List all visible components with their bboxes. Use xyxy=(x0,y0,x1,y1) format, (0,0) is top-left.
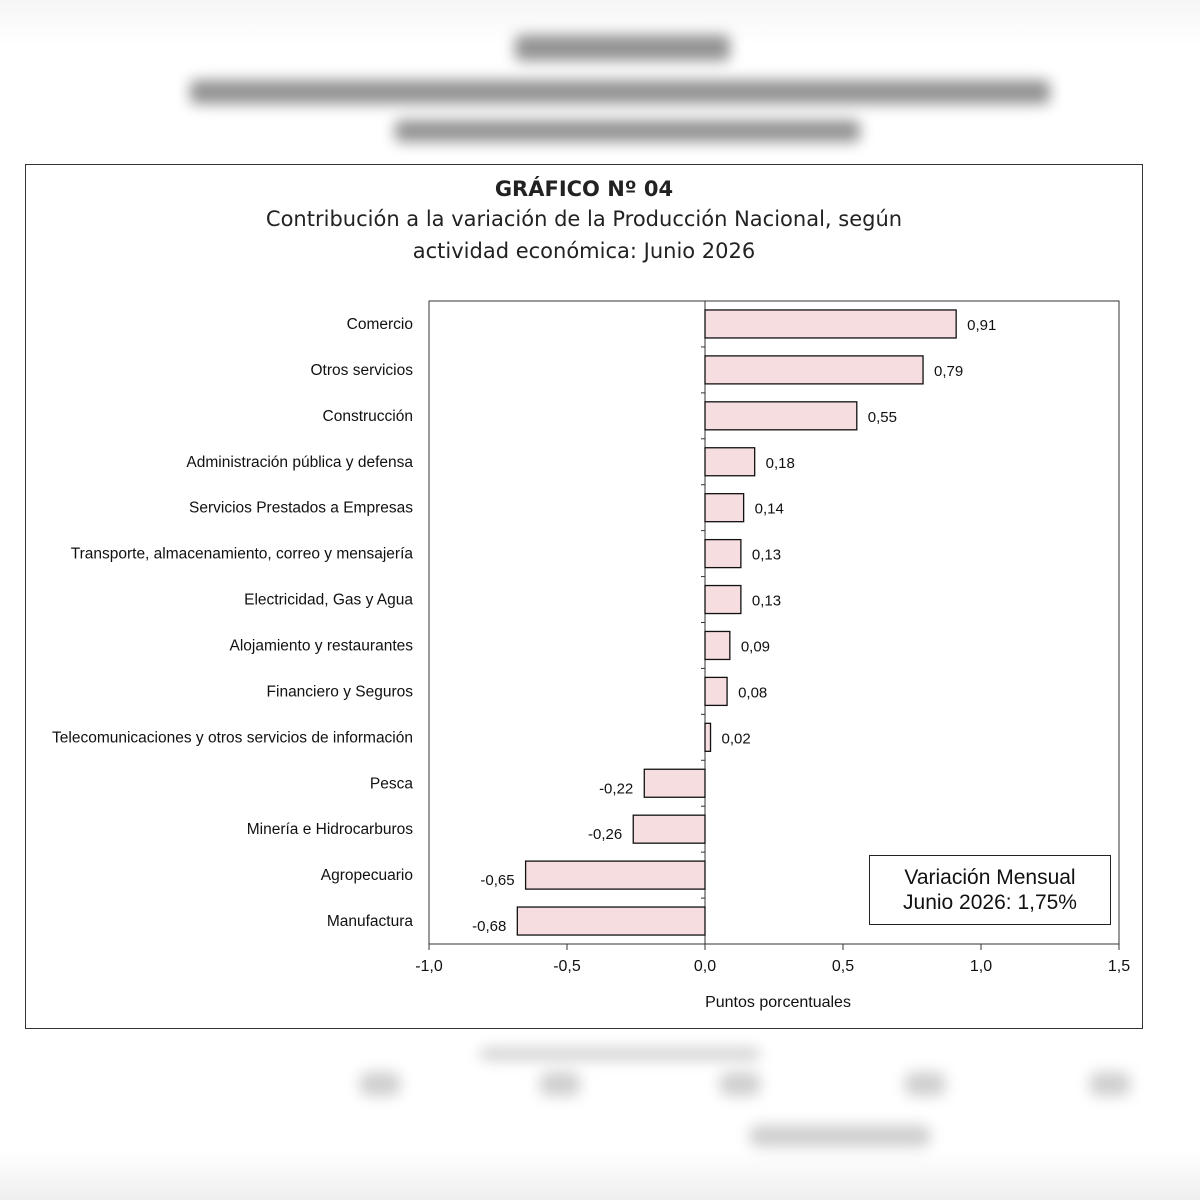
category-label: Otros servicios xyxy=(310,361,413,379)
data-label: 0,91 xyxy=(967,316,997,334)
blurred-footer-mark xyxy=(720,1072,760,1096)
blurred-footer-mark xyxy=(1090,1072,1130,1096)
bar xyxy=(705,540,741,568)
category-label: Alojamiento y restaurantes xyxy=(229,637,413,655)
bar xyxy=(705,402,857,430)
category-label: Agropecuario xyxy=(320,867,413,885)
category-label: Comercio xyxy=(346,315,413,333)
bar xyxy=(705,356,923,384)
data-label: 0,18 xyxy=(765,454,795,472)
data-label: 0,79 xyxy=(934,362,964,380)
chart-title: GRÁFICO Nº 04 xyxy=(494,177,674,201)
bar xyxy=(526,861,705,889)
category-label: Administración pública y defensa xyxy=(186,453,413,471)
data-label: -0,65 xyxy=(480,872,515,890)
annotation-line1: Variación Mensual xyxy=(904,866,1076,889)
category-label: Manufactura xyxy=(326,913,413,931)
bar xyxy=(705,677,727,705)
data-label: 0,55 xyxy=(867,408,898,426)
data-label: 0,13 xyxy=(751,592,782,610)
x-tick-label: 0,0 xyxy=(693,958,717,975)
chart-subtitle-line1: Contribución a la variación de la Producción Nacional, según xyxy=(265,207,903,231)
x-tick-label: 0,5 xyxy=(831,958,855,975)
plot-area xyxy=(429,301,1119,944)
bar xyxy=(517,907,705,935)
data-label: 0,09 xyxy=(740,638,771,656)
x-tick-label: 1,0 xyxy=(969,958,993,975)
bar xyxy=(705,494,744,522)
blurred-footer-mark xyxy=(905,1072,945,1096)
chart-frame xyxy=(25,164,1143,1029)
category-label: Financiero y Seguros xyxy=(266,683,413,701)
bar xyxy=(705,586,741,614)
bar xyxy=(705,723,711,751)
annotation-line2: Junio 2026: 1,75% xyxy=(903,891,1077,914)
data-label: 0,14 xyxy=(754,500,784,518)
data-label: 0,02 xyxy=(721,730,751,748)
blurred-footer-mark xyxy=(540,1072,580,1096)
bar xyxy=(633,815,705,843)
x-tick-label: -1,0 xyxy=(415,958,443,975)
category-label: Transporte, almacenamiento, correo y mensajería xyxy=(70,545,413,563)
category-label: Electricidad, Gas y Agua xyxy=(244,591,413,609)
blurred-heading-line xyxy=(395,120,860,142)
blurred-footer-mark xyxy=(360,1072,400,1096)
x-axis-label: Puntos porcentuales xyxy=(705,994,851,1011)
category-label: Telecomunicaciones y otros servicios de información xyxy=(52,729,413,747)
category-label: Servicios Prestados a Empresas xyxy=(189,499,413,517)
chart-subtitle-line2: actividad económica: Junio 2026 xyxy=(412,239,756,263)
category-label: Minería e Hidrocarburos xyxy=(246,821,413,839)
blurred-footer-mark xyxy=(480,1048,760,1060)
data-label: 0,13 xyxy=(751,546,782,564)
data-label: -0,26 xyxy=(588,826,623,844)
bar xyxy=(705,310,956,338)
data-label: -0,22 xyxy=(599,780,634,798)
bar xyxy=(705,631,730,659)
bar xyxy=(644,769,705,797)
x-tick-label: -0,5 xyxy=(553,958,581,975)
data-label: 0,08 xyxy=(738,684,768,702)
blurred-heading-line xyxy=(190,80,1050,104)
category-label: Pesca xyxy=(369,775,413,793)
data-label: -0,68 xyxy=(472,918,507,936)
blurred-heading xyxy=(515,35,730,61)
category-label: Construcción xyxy=(322,407,413,425)
monthly-variation-box xyxy=(869,855,1111,925)
bar xyxy=(705,448,755,476)
blurred-footer-mark xyxy=(750,1125,930,1147)
x-tick-label: 1,5 xyxy=(1107,958,1131,975)
